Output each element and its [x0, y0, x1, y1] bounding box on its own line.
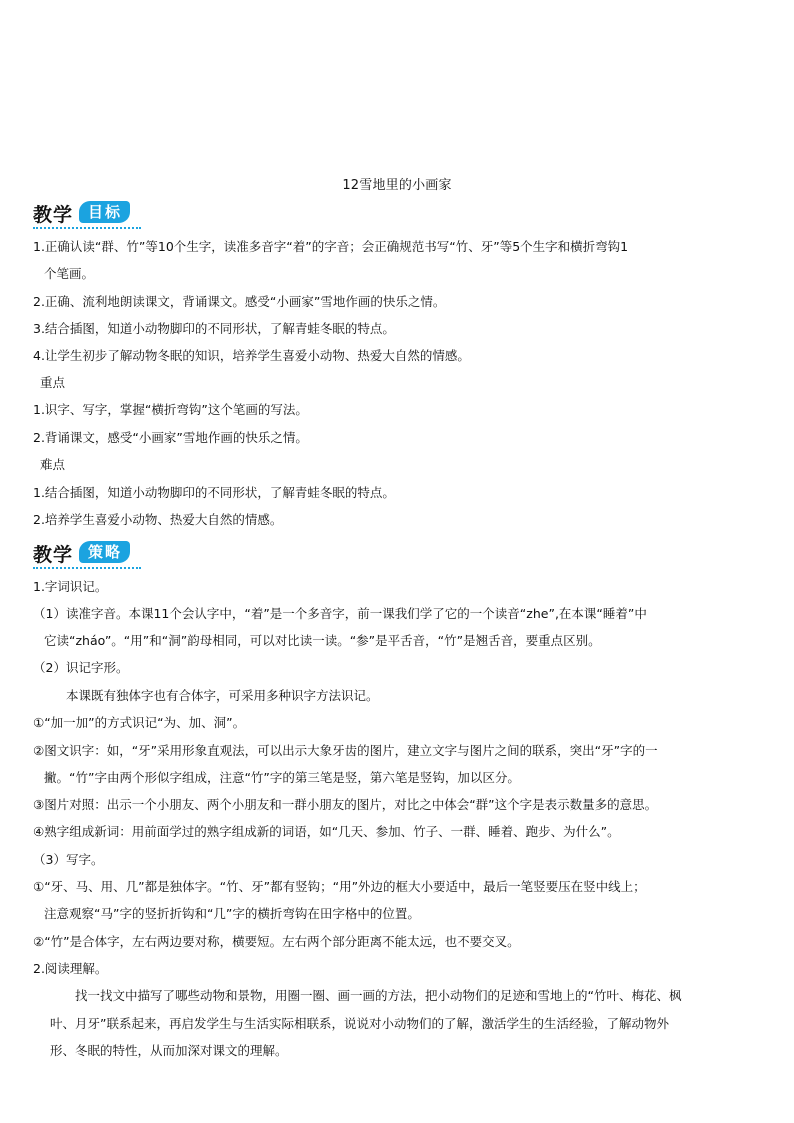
strategy-line-10: ④熟字组成新词：用前面学过的熟字组成新的词语，如“几天、参加、竹子、一群、睡着、跑步、为什么”。: [33, 824, 620, 839]
strategy-line-6: ①“加一加”的方式识记“为、加、洞”。: [33, 715, 246, 730]
key-point-1: 1.识字、写字，掌握“横折弯钩”这个笔画的写法。: [33, 402, 308, 417]
strategy-line-3: 它读“zháo”。“用”和“洞”韵母相同，可以对比读一读。“参”是平舌音，“竹”是翘舌音，要重点区别。: [44, 633, 601, 648]
key-points-label: 重点: [40, 375, 66, 390]
strategy-line-18: 形、冬眠的特性，从而加深对课文的理解。: [50, 1043, 288, 1058]
goals-header-big: 教学: [33, 204, 74, 226]
difficulties-label: 难点: [40, 457, 66, 472]
page-title: 12雪地里的小画家: [342, 178, 452, 193]
strategy-line-14: ②“竹”是合体字，左右两边要对称，横要短。左右两个部分距离不能太远，也不要交叉。: [33, 934, 520, 949]
goal-line-1: 1.正确认读“群、竹”等10个生字，读准多音字“着”的字音；会正确规范书写“竹、牙”等5个生字和横折弯钩1: [33, 239, 629, 254]
strategy-line-5: 本课既有独体字也有合体字，可采用多种识字方法识记。: [66, 688, 379, 703]
strategy-line-12: ①“牙、马、用、几”都是独体字。“竹、牙”都有竖钩；“用”外边的框大小要适中，最后一笔竖要压在竖中线上；: [33, 879, 646, 894]
strategy-line-15: 2.阅读理解。: [33, 961, 108, 976]
difficulty-1: 1.结合插图，知道小动物脚印的不同形状，了解青蛙冬眠的特点。: [33, 485, 395, 500]
strategy-header-big: 教学: [33, 544, 74, 566]
strategy-line-11: （3）写字。: [33, 852, 104, 867]
difficulty-2: 2.培养学生喜爱小动物、热爱大自然的情感。: [33, 512, 283, 527]
strategy-line-16: 找一找文中描写了哪些动物和景物，用圈一圈、画一画的方法，把小动物们的足迹和雪地上的“竹叶、梅花、枫: [75, 988, 682, 1003]
strategy-header-tag: 策略: [79, 541, 130, 563]
goal-line-2: 2.正确、流利地朗读课文，背诵课文。感受“小画家”雪地作画的快乐之情。: [33, 294, 446, 309]
strategy-line-8: 撇。“竹”字由两个形似字组成，注意“竹”字的第三笔是竖，第六笔是竖钩，加以区分。: [44, 770, 520, 785]
strategy-line-4: （2）识记字形。: [33, 660, 129, 675]
goal-line-1-cont: 个笔画。: [44, 266, 95, 281]
goal-line-4: 4.让学生初步了解动物冬眠的知识，培养学生喜爱小动物、热爱大自然的情感。: [33, 348, 470, 363]
strategy-header-underline: [33, 567, 141, 569]
goals-section-header: [33, 200, 153, 226]
strategy-line-13: 注意观察“马”字的竖折折钩和“几”字的横折弯钩在田字格中的位置。: [44, 906, 420, 921]
goal-line-3: 3.结合插图，知道小动物脚印的不同形状，了解青蛙冬眠的特点。: [33, 321, 395, 336]
strategy-section-header: [33, 540, 153, 566]
strategy-line-1: 1.字词识记。: [33, 579, 108, 594]
strategy-line-2: （1）读准字音。本课11个会认字中，“着”是一个多音字，前一课我们学了它的一个读音“zhe”,在本课“睡着”中: [33, 606, 647, 621]
key-point-2: 2.背诵课文，感受“小画家”雪地作画的快乐之情。: [33, 430, 308, 445]
strategy-line-7: ②图文识字：如，“牙”采用形象直观法，可以出示大象牙齿的图片，建立文字与图片之间的联系，突出“牙”字的一: [33, 743, 658, 758]
goals-header-tag: 目标: [79, 201, 130, 223]
strategy-line-9: ③图片对照：出示一个小朋友、两个小朋友和一群小朋友的图片，对比之中体会“群”这个字是表示数量多的意思。: [33, 797, 658, 812]
goals-header-underline: [33, 227, 141, 229]
strategy-line-17: 叶、月牙”联系起来，再启发学生与生活实际相联系，说说对小动物们的了解，激活学生的生活经验，了解动物外: [50, 1016, 669, 1031]
